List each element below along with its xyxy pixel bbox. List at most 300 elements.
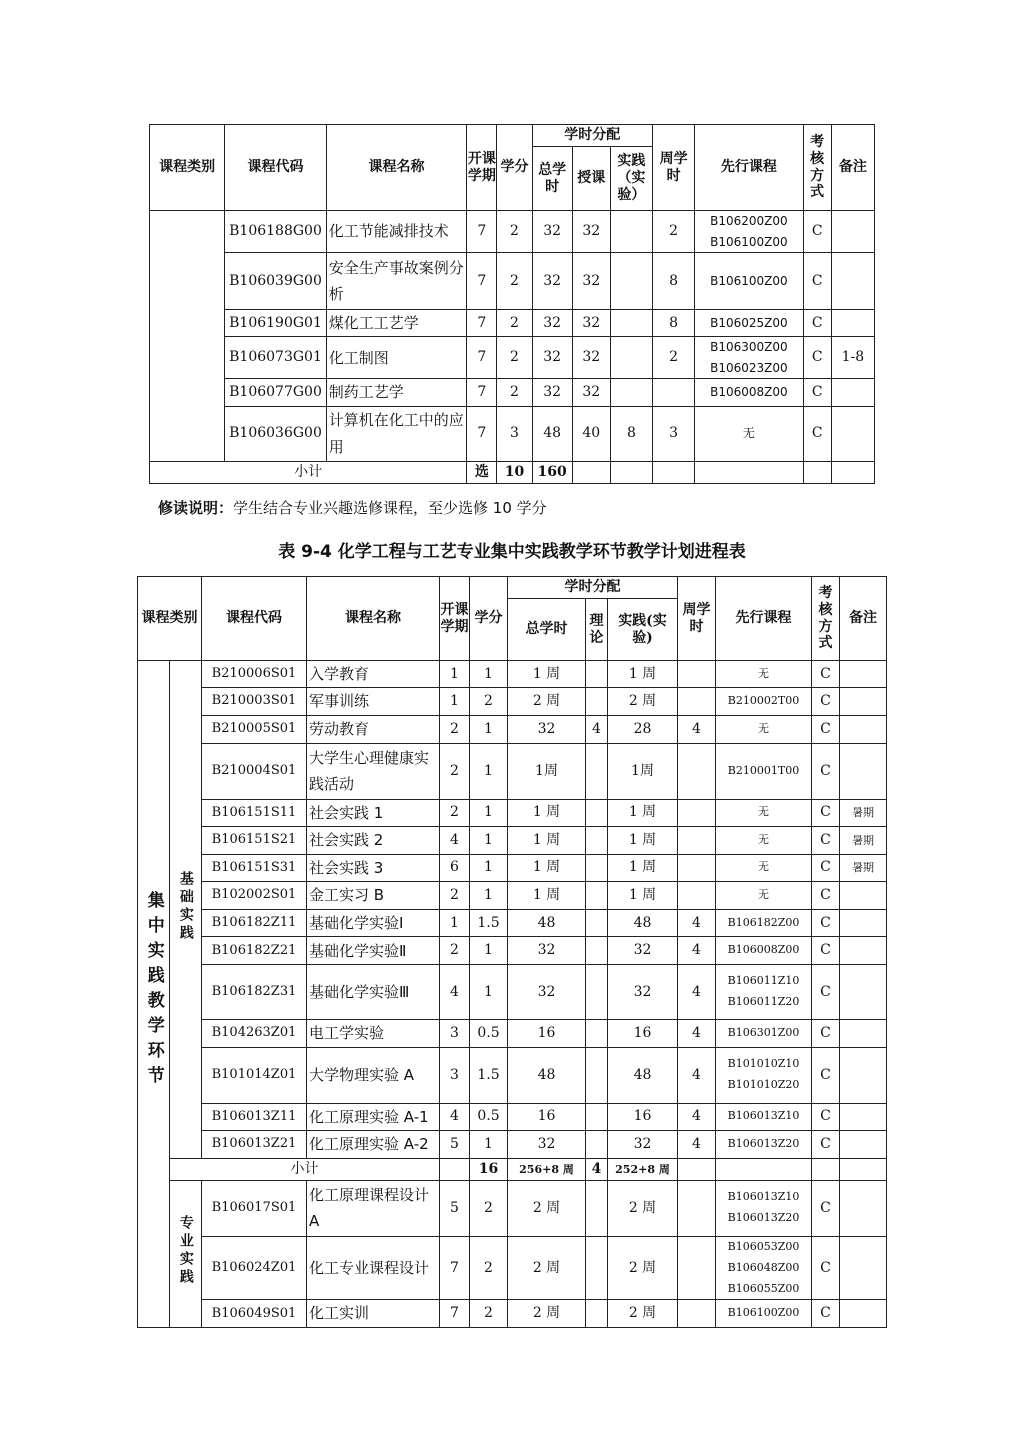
course-name: 基础化学实验Ⅰ [307,910,440,937]
weekly-hours [678,661,716,688]
semester: 5 [440,1130,470,1158]
theory-hours [586,910,608,937]
theory-hours [586,965,608,1020]
subtotal-practice: 252+8 周 [608,1158,678,1180]
semester: 7 [467,310,497,337]
assess: C [812,661,840,688]
prereq-cell [716,937,812,965]
credit: 0.5 [470,1103,508,1130]
theory-hours: 4 [586,715,608,743]
semester: 1 [440,910,470,937]
assess: C [812,1020,840,1047]
table-row [138,1300,887,1327]
credit: 2 [497,379,532,406]
credit: 1 [470,826,508,854]
course-code: B106190G01 [225,310,326,337]
course-code: B106151S21 [202,826,307,854]
practice-hours [610,337,652,379]
credit: 2 [497,310,532,337]
table-row [138,965,887,1020]
assess: C [812,965,840,1020]
header-code: 课程代码 [202,577,307,661]
lecture-hours: 32 [572,211,610,253]
subtotal-total: 160 [532,461,572,483]
lecture-hours: 32 [572,253,610,310]
header-semester: 开课学期 [467,125,497,211]
remark [840,715,887,743]
prereq-cell [716,1047,812,1103]
weekly-hours: 2 [653,337,695,379]
credit: 0.5 [470,1020,508,1047]
course-code: B210005S01 [202,715,307,743]
assess: C [812,799,840,826]
total-hours: 1 周 [508,882,586,910]
weekly-hours: 4 [678,715,716,743]
course-code: B101014Z01 [202,1047,307,1103]
remark [840,688,887,715]
prereq-item: B106013Z20 [727,1136,800,1150]
prereq-item: 无 [758,805,769,819]
prereq-cell [716,1103,812,1130]
assess: C [812,1130,840,1158]
practice-hours: 48 [608,910,678,937]
total-hours: 32 [508,715,586,743]
prereq-cell [716,799,812,826]
header-name: 课程名称 [326,125,467,211]
course-name: 安全生产事故案例分析 [326,253,467,310]
credit: 1 [470,661,508,688]
theory-hours [586,882,608,910]
prereq-cell [716,1020,812,1047]
assess: C [812,688,840,715]
prereq-item: B210001T00 [727,763,800,777]
weekly-hours [678,1180,716,1236]
course-name: 电工学实验 [307,1020,440,1047]
total-hours: 2 周 [508,1236,586,1300]
table-row [150,211,875,253]
theory-hours [586,854,608,881]
semester: 1 [440,688,470,715]
credit: 1 [470,965,508,1020]
practice-hours: 1 周 [608,661,678,688]
course-code: B106017S01 [202,1180,307,1236]
table-row [150,310,875,337]
prereq-item: B106182Z00 [727,915,800,929]
course-code: B106151S11 [202,799,307,826]
table-row [138,743,887,799]
prereq-cell [716,826,812,854]
theory-hours [586,799,608,826]
assess: C [812,1103,840,1130]
table-row [150,253,875,310]
assess: C [812,1047,840,1103]
table-row [150,379,875,406]
total-hours: 1 周 [508,854,586,881]
practice-hours: 1 周 [608,854,678,881]
semester: 7 [467,253,497,310]
prereq-cell [695,337,803,379]
table-row [138,854,887,881]
table-row [138,1130,887,1158]
theory-hours [586,1180,608,1236]
table-row [138,1020,887,1047]
prereq-item: 无 [758,666,769,680]
table-row [138,826,887,854]
prereq-item: B106100Z00 [710,273,788,288]
remark: 1-8 [831,337,874,379]
course-code: B106077G00 [225,379,326,406]
weekly-hours: 4 [678,1047,716,1103]
semester: 5 [440,1180,470,1236]
semester: 7 [440,1300,470,1327]
practice-hours: 32 [608,937,678,965]
course-name: 化工制图 [326,337,467,379]
prereq-item: B106300Z00 [710,340,788,355]
total-hours: 1 周 [508,826,586,854]
prereq-cell [716,661,812,688]
prereq-cell [716,882,812,910]
remark [840,882,887,910]
credit: 2 [470,688,508,715]
weekly-hours [678,854,716,881]
explanation-label: 修读说明： [158,499,234,517]
practice-hours: 2 周 [608,688,678,715]
assess: C [812,826,840,854]
prereq-cell [695,211,803,253]
header-semester: 开课学期 [440,577,470,661]
remark [840,937,887,965]
header-lecture: 授课 [572,147,610,211]
course-code: B106073G01 [225,337,326,379]
credit: 1 [470,854,508,881]
prereq-cell [716,688,812,715]
prereq-cell [716,910,812,937]
remark: 暑期 [840,854,887,881]
lecture-hours: 32 [572,310,610,337]
credit: 1 [470,743,508,799]
credit: 1 [470,882,508,910]
course-code: B106182Z11 [202,910,307,937]
table-row [138,1236,887,1300]
remark [840,1300,887,1327]
table-row [138,715,887,743]
course-name: 化工节能减排技术 [326,211,467,253]
semester: 3 [440,1020,470,1047]
remark [831,310,874,337]
total-hours: 32 [508,1130,586,1158]
prereq-item: B106023Z00 [710,360,788,375]
subtotal-sem: 选 [467,461,497,483]
header-hours-group: 学时分配 [532,125,652,147]
table-row [150,337,875,379]
header-remark: 备注 [840,577,887,661]
header-category: 课程类别 [150,125,225,211]
table-row [138,799,887,826]
weekly-hours: 4 [678,910,716,937]
header-credit: 学分 [497,125,532,211]
remark [840,1130,887,1158]
weekly-hours [678,799,716,826]
total-hours: 16 [508,1103,586,1130]
elective-course-table [149,124,875,484]
credit: 2 [497,253,532,310]
prereq-item: B106200Z00 [710,214,788,229]
subtotal-total: 256+8 周 [508,1158,586,1180]
assess: C [803,379,831,406]
total-hours: 48 [532,406,572,461]
weekly-hours: 4 [678,965,716,1020]
table-row [138,661,887,688]
course-name: 化工专业课程设计 [307,1236,440,1300]
credit: 3 [497,406,532,461]
course-code: B106188G00 [225,211,326,253]
credit: 1 [470,799,508,826]
practice-hours: 32 [608,965,678,1020]
weekly-hours: 4 [678,1130,716,1158]
course-name: 化工实训 [307,1300,440,1327]
prereq-cell [695,253,803,310]
prereq-item: B106013Z20 [727,1211,800,1225]
prereq-item: B106301Z00 [727,1025,800,1039]
practice-hours: 1 周 [608,799,678,826]
semester: 2 [440,882,470,910]
prereq-item: B106008Z00 [710,385,788,400]
total-hours: 1 周 [508,799,586,826]
practice-hours: 28 [608,715,678,743]
theory-hours [586,661,608,688]
study-explanation [158,497,547,518]
credit: 2 [497,337,532,379]
course-name: 大学生心理健康实践活动 [307,743,440,799]
practice-hours: 16 [608,1103,678,1130]
course-name: 社会实践 1 [307,799,440,826]
semester: 2 [440,715,470,743]
semester: 4 [440,965,470,1020]
semester: 7 [467,337,497,379]
prereq-cell [716,1180,812,1236]
prereq-item: B106100Z00 [727,1306,800,1320]
course-code: B106039G00 [225,253,326,310]
remark: 暑期 [840,799,887,826]
theory-hours [586,1020,608,1047]
credit: 2 [470,1236,508,1300]
table-row [138,882,887,910]
assess: C [812,882,840,910]
prereq-item: B106053Z00 [727,1239,800,1253]
subtotal-row [150,461,875,483]
semester: 4 [440,826,470,854]
course-name: 入学教育 [307,661,440,688]
course-code: B210004S01 [202,743,307,799]
assess: C [812,1180,840,1236]
table-row [138,1103,887,1130]
semester: 3 [440,1047,470,1103]
prereq-item: B210002T00 [727,693,800,707]
course-name: 军事训练 [307,688,440,715]
weekly-hours: 4 [678,1020,716,1047]
credit: 1 [470,1130,508,1158]
total-hours: 32 [508,965,586,1020]
credit: 1.5 [470,910,508,937]
credit: 1 [470,937,508,965]
table-row [138,1180,887,1236]
course-name: 制药工艺学 [326,379,467,406]
prereq-item: B101010Z20 [727,1078,800,1091]
course-code: B106049S01 [202,1300,307,1327]
assess: C [812,715,840,743]
weekly-hours: 8 [653,310,695,337]
course-name: 基础化学实验Ⅱ [307,937,440,965]
table-row [138,688,887,715]
practice-hours: 1 周 [608,826,678,854]
course-name: 化工原理实验 A-1 [307,1103,440,1130]
assess: C [803,253,831,310]
header-credit: 学分 [470,577,508,661]
prereq-item: B106025Z00 [710,315,788,330]
semester: 2 [440,743,470,799]
remark [831,379,874,406]
course-name: 劳动教育 [307,715,440,743]
theory-hours [586,688,608,715]
weekly-hours: 4 [678,937,716,965]
prereq-cell [716,1130,812,1158]
prereq-item: 无 [742,426,755,441]
theory-hours [586,1103,608,1130]
header-category: 课程类别 [138,577,202,661]
practice-hours: 48 [608,1047,678,1103]
prereq-item: B106011Z10 [727,974,800,988]
prereq-cell [695,379,803,406]
subtotal-credit: 16 [470,1158,508,1180]
practice-hours [610,379,652,406]
remark [840,1020,887,1047]
total-hours: 32 [508,937,586,965]
practice-hours [610,211,652,253]
credit: 2 [470,1180,508,1236]
course-code: B210006S01 [202,661,307,688]
weekly-hours [678,688,716,715]
total-hours: 1周 [508,743,586,799]
prereq-cell [716,1300,812,1327]
lecture-hours: 32 [572,337,610,379]
remark [831,406,874,461]
weekly-hours [678,826,716,854]
prereq-item: B106055Z00 [727,1281,800,1295]
weekly-hours: 8 [653,253,695,310]
course-code: B106013Z11 [202,1103,307,1130]
table-title: 表 9-4 化学工程与工艺专业集中实践教学环节教学计划进程表 [278,542,746,562]
assess: C [812,1236,840,1300]
remark [840,1047,887,1103]
course-code: B104263Z01 [202,1020,307,1047]
semester: 7 [440,1236,470,1300]
semester: 6 [440,854,470,881]
practice-hours: 1 周 [608,882,678,910]
prereq-item: B106013Z10 [727,1109,800,1123]
course-code: B106013Z21 [202,1130,307,1158]
assess: C [812,743,840,799]
semester: 2 [440,937,470,965]
practice-hours: 32 [608,1130,678,1158]
assess: C [812,937,840,965]
course-name: 基础化学实验Ⅲ [307,965,440,1020]
header-practice: 实践（实验） [610,147,652,211]
header-total: 总学时 [508,599,586,661]
theory-hours [586,1047,608,1103]
header-weekly: 周学时 [678,577,716,661]
practice-hours: 16 [608,1020,678,1047]
weekly-hours [678,1300,716,1327]
theory-hours [586,1130,608,1158]
prereq-item: 无 [758,832,769,846]
sub-category-basic: 基础实践 [170,661,202,1159]
semester: 7 [467,379,497,406]
theory-hours [586,1300,608,1327]
total-hours: 2 周 [508,688,586,715]
total-hours: 2 周 [508,1180,586,1236]
prereq-item: B106048Z00 [727,1260,800,1274]
prereq-cell [695,406,803,461]
header-prereq: 先行课程 [716,577,812,661]
course-name: 金工实习 B [307,882,440,910]
prereq-item: 无 [758,721,769,735]
credit: 2 [470,1300,508,1327]
outer-category: 集中实践教学环节 [138,661,170,1328]
practice-hours: 2 周 [608,1236,678,1300]
subtotal-credit: 10 [497,461,532,483]
table-row [138,910,887,937]
table-row [138,1047,887,1103]
semester: 2 [440,799,470,826]
lecture-hours: 40 [572,406,610,461]
assess: C [803,337,831,379]
prereq-item: B106100Z00 [710,234,788,249]
practice-hours [610,310,652,337]
assess: C [812,910,840,937]
remark [840,1180,887,1236]
lecture-hours: 32 [572,379,610,406]
course-name: 化工原理课程设计 A [307,1180,440,1236]
total-hours: 32 [532,310,572,337]
assess: C [803,211,831,253]
course-name: 煤化工工艺学 [326,310,467,337]
prereq-cell [716,743,812,799]
theory-hours [586,743,608,799]
header-total: 总学时 [532,147,572,211]
assess: C [812,1300,840,1327]
remark: 暑期 [840,826,887,854]
weekly-hours: 3 [653,406,695,461]
prereq-cell [716,965,812,1020]
weekly-hours: 2 [653,211,695,253]
total-hours: 32 [532,379,572,406]
header-hours-group: 学时分配 [508,577,678,599]
assess: C [812,854,840,881]
course-name: 化工原理实验 A-2 [307,1130,440,1158]
practice-hours: 2 周 [608,1180,678,1236]
weekly-hours: 4 [678,1103,716,1130]
total-hours: 2 周 [508,1300,586,1327]
header-practice: 实践(实验) [608,599,678,661]
remark [840,743,887,799]
course-code: B102002S01 [202,882,307,910]
prereq-item: B106013Z10 [727,1190,800,1204]
total-hours: 32 [532,253,572,310]
course-name: 大学物理实验 A [307,1047,440,1103]
total-hours: 48 [508,910,586,937]
course-name: 社会实践 2 [307,826,440,854]
total-hours: 48 [508,1047,586,1103]
